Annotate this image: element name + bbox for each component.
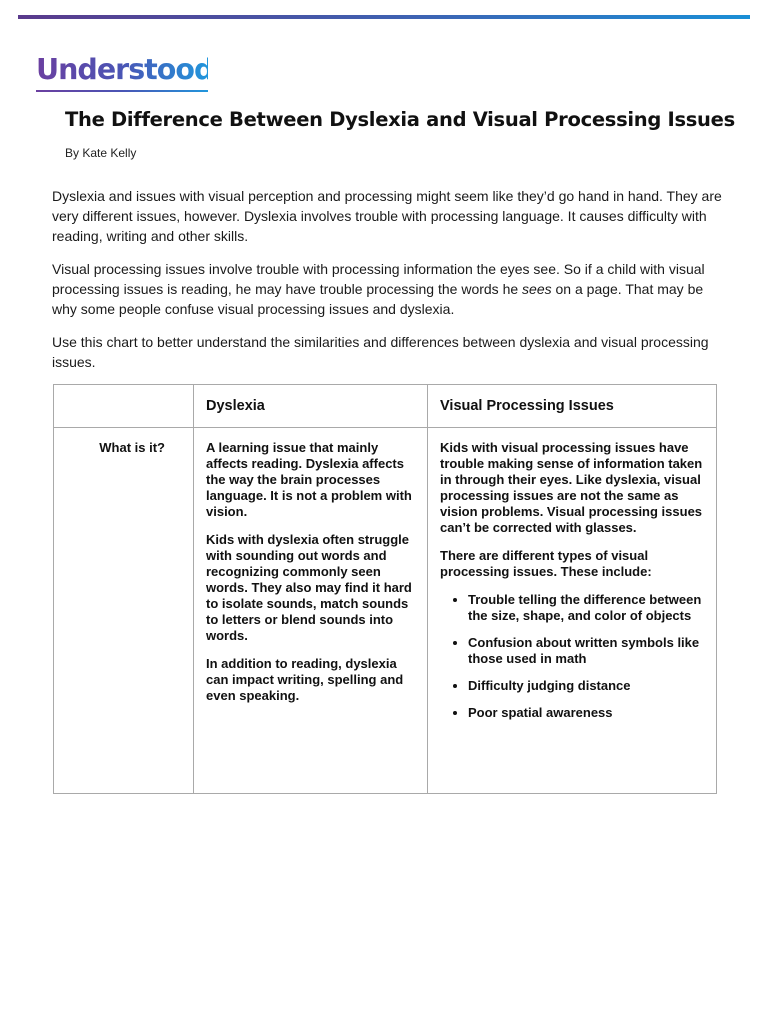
- table-header-row: [54, 385, 717, 428]
- intro-paragraph: Dyslexia and issues with visual perception and processing might seem like they’d go hand in hand. They are very different issues, however. Dyslexia involves trouble with processing language. It causes difficulty with reading, writing and other skills.: [52, 188, 722, 244]
- visual-processing-cell: [428, 428, 717, 794]
- chart-intro-paragraph: Use this chart to better understand the similarities and differences between dyslexia and visual processing issues.: [52, 334, 709, 370]
- cell-paragraph: Kids with visual processing issues have trouble making sense of information taken in through their eyes. Like dyslexia, visual processing issues are not the same as vision problems. Visual processing issues can’t be corrected with glasses.: [440, 440, 703, 535]
- emphasis-text: sees: [522, 281, 552, 297]
- byline: By Kate Kelly: [65, 146, 137, 160]
- list-item: • Trouble telling the difference between the size, shape, and color of objects: [468, 592, 704, 624]
- comparison-table: [53, 384, 717, 794]
- header-visual-processing: Visual Processing Issues: [428, 385, 717, 428]
- dyslexia-cell: [194, 428, 428, 794]
- list-item: • Poor spatial awareness: [468, 705, 704, 721]
- cell-paragraph: There are different types of visual processing issues. These include:: [440, 548, 652, 579]
- logo-wordmark: Understood: [36, 53, 214, 86]
- row-label: What is it?: [54, 428, 194, 794]
- paragraph-text: on a page. That may be why some people confuse visual processing issues and dyslexia.: [52, 281, 704, 317]
- header-dyslexia: Dyslexia: [194, 385, 428, 428]
- table-row: [54, 428, 717, 794]
- header-empty: [54, 385, 194, 428]
- list-item: • Confusion about written symbols like those used in math: [468, 635, 704, 667]
- header-gradient-bar: [18, 15, 750, 19]
- visual-processing-paragraph: [52, 259, 724, 319]
- types-list: [440, 592, 704, 721]
- logo-underline: [36, 90, 208, 92]
- cell-paragraph: Kids with dyslexia often struggle with sounding out words and recognizing commonly seen words. They also may find it hard to isolate sounds, match sounds to letters or blend sounds into words.: [206, 532, 412, 643]
- understood-logo[interactable]: [36, 52, 214, 92]
- cell-paragraph: In addition to reading, dyslexia can impact writing, spelling and even speaking.: [206, 656, 404, 703]
- list-item: • Difficulty judging distance: [468, 678, 704, 694]
- paragraph-text: Visual processing issues involve trouble with processing information the eyes see. So if a child with visual processing issues is reading, he may have trouble processing the words he: [52, 261, 705, 297]
- page-title: The Difference Between Dyslexia and Visual Processing Issues: [65, 108, 735, 131]
- article-body: [52, 186, 724, 385]
- cell-paragraph: A learning issue that mainly affects reading. Dyslexia affects the way the brain processes language. It is not a problem with vision.: [206, 440, 412, 519]
